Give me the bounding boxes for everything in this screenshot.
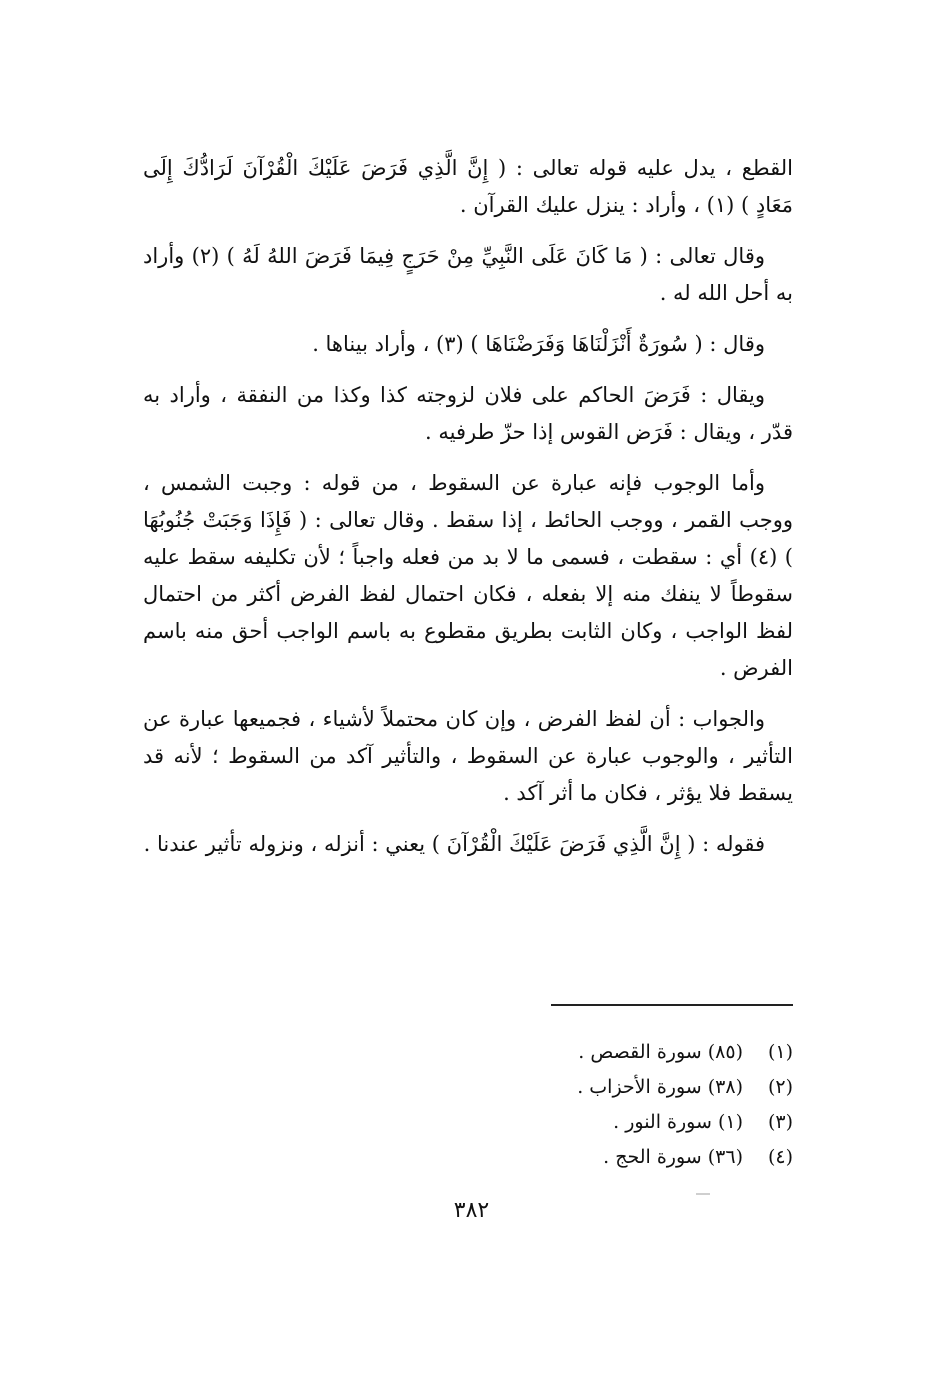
footnote-number: (٤): [767, 1146, 793, 1168]
paragraph-text: وأما الوجوب فإنه عبارة عن السقوط ، من قوله : وجبت الشمس ، ووجب القمر ، ووجب الحائط ، إذا سقط . وقال تعالى : ( فَإِذَا وَجَبَتْ جُنُوبُهَا ) (٤) أي : سقطت ، فسمى ما لا بد من فعله واجباً ؛ لأن تكليفه سقط عليه سقوطاً لا ينفك منه إلا بفعله ، فكان احتمال لفظ الفرض أكثر من احتمال لفظ الواجب ، وكان الثابت بطريق مقطوع به باسم الواجب أحق منه باسم الفرض .: [143, 471, 793, 680]
paragraph: [143, 377, 793, 451]
footnote-number: (٢): [767, 1076, 793, 1098]
footnote-text: (١) سورة النور .: [613, 1111, 743, 1133]
paragraph: [143, 465, 793, 687]
paragraph: [143, 701, 793, 812]
footnotes-list: [373, 1035, 793, 1175]
paragraph-text: والجواب : أن لفظ الفرض ، وإن كان محتملاً لأشياء ، فجميعها عبارة عن التأثير ، والوجوب عبارة عن السقوط ، والتأثير آكد من السقوط ؛ لأنه قد يسقط فلا يؤثر ، فكان ما أثر آكد .: [143, 707, 793, 805]
footnote-number: (٣): [767, 1111, 793, 1133]
paragraph-text: وقال : ( سُورَةٌ أَنْزَلْنَاهَا وَفَرَضْنَاهَا ) (٣) ، وأراد بيناها .: [312, 332, 765, 356]
paragraph-text: وقال تعالى : ( مَا كَانَ عَلَى النَّبِيِّ مِنْ حَرَجٍ فِيمَا فَرَضَ اللهُ لَهُ ) (٢) وأراد به أحل الله له .: [143, 244, 793, 305]
paragraph-text: القطع ، يدل عليه قوله تعالى : ( إِنَّ الَّذِي فَرَضَ عَلَيْكَ الْقُرْآنَ لَرَادُّكَ إِلَى مَعَادٍ ) (١) ، وأراد : ينزل عليك القرآن .: [143, 156, 793, 217]
footnote: [373, 1140, 793, 1175]
footnote-text: (٣٦) سورة الحج .: [603, 1146, 743, 1168]
footnote-divider: [551, 1004, 793, 1006]
footnote-text: (٨٥) سورة القصص .: [578, 1041, 743, 1063]
footnote-number: (١): [767, 1041, 793, 1063]
paragraph: [143, 826, 793, 863]
paragraph-text: ويقال : فَرَضَ الحاكم على فلان لزوجته كذا وكذا من النفقة ، وأراد به قدّر ، ويقال : فَرَض القوس إذا حزّ طرفيه .: [143, 383, 793, 444]
footnote: [373, 1105, 793, 1140]
footnote: [373, 1035, 793, 1070]
footnote-text: (٣٨) سورة الأحزاب .: [577, 1076, 743, 1098]
paragraph: [143, 150, 793, 224]
body-text: [143, 150, 793, 877]
paragraph: [143, 326, 793, 363]
page-number: ٣٨٢: [453, 1198, 490, 1223]
paragraph-text: فقوله : ( إِنَّ الَّذِي فَرَضَ عَلَيْكَ الْقُرْآنَ ) يعني : أنزله ، ونزوله تأثير عندنا .: [143, 832, 765, 856]
footnote: [373, 1070, 793, 1105]
paragraph: [143, 238, 793, 312]
scan-speck: [696, 1193, 710, 1195]
